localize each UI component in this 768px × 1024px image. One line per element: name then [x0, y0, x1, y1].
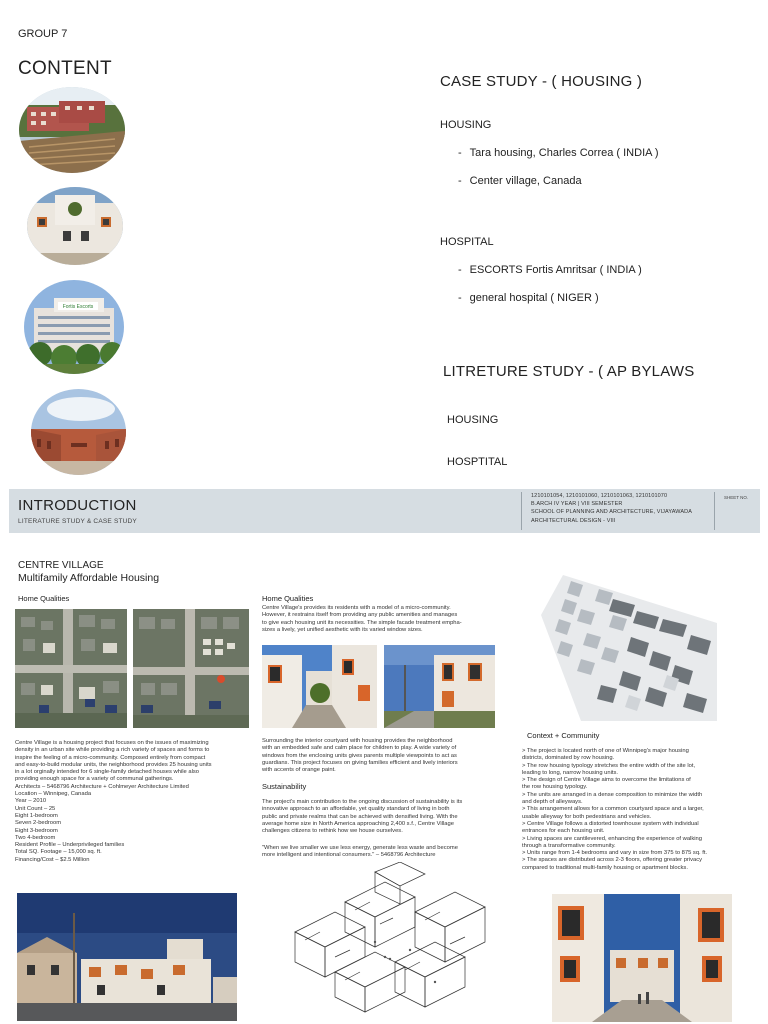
text-line: Eight 1-bedroom	[15, 812, 58, 819]
text-line: windows from the enclosing units gives parents multiple viewpoints to act as	[262, 752, 457, 759]
text-line: and easy-to-build modular units, the neighborhood provides 25 housing units	[15, 761, 212, 768]
courtyard-photo-2	[384, 645, 495, 728]
courtyard-text	[262, 738, 458, 774]
introduction-subtitle: LITERATURE STUDY & CASE STUDY	[18, 518, 137, 525]
architect-quote	[262, 845, 458, 860]
text-line: with an embedded safe and calm place for children to play. A wide variety of	[262, 745, 457, 752]
fortis-hospital-photo	[24, 280, 124, 374]
text-line: challenges citizens to rethink how we house ourselves.	[262, 828, 403, 835]
group-label: GROUP 7	[18, 28, 68, 40]
hospital-item	[458, 264, 642, 276]
centre-village-thumb	[27, 187, 123, 265]
sustainability-text	[262, 799, 462, 835]
centre-village-title: CENTRE VILLAGE	[18, 560, 104, 571]
context-line: districts, dominated by row housing.	[522, 755, 615, 762]
bullet-dash: -	[458, 175, 462, 187]
text-line: Year – 2010	[15, 798, 47, 805]
text-line: However, it restrains itself from providing any public amenities and manages	[262, 612, 458, 619]
text-line: Location – Winnipeg, Canada	[15, 791, 92, 798]
fortis-sign-text: Fortis Escorts	[62, 304, 94, 310]
context-line: leading to long, narrow housing units.	[522, 769, 619, 776]
context-line: the row housing typology.	[522, 784, 588, 791]
text-line: with accents of orange paint.	[262, 767, 336, 774]
info-year: B.ARCH IV YEAR | VIII SEMESTER	[531, 501, 623, 508]
text-line: Financing/Cost – $2.5 Million	[15, 856, 90, 863]
alleyway-photo	[552, 894, 732, 1022]
lit-item-housing: HOUSING	[447, 414, 499, 426]
context-line: > The project is located north of one of Winnipeg's major housing	[522, 748, 689, 754]
text-line: in a lot orginally intended for 6 single-family detached houses while also	[15, 769, 199, 776]
litreture-study-title: LITRETURE STUDY - ( AP BYLAWS	[443, 363, 695, 380]
context-line: compared to traditional multi-family housing or apartment blocks.	[522, 864, 688, 871]
context-line: > Centre Village follows a distorted townhouse system with individual	[522, 820, 699, 827]
context-line: and depth of alleyways.	[522, 799, 583, 806]
text-line: Total SQ. Footage – 15,000 sq. ft.	[15, 849, 102, 856]
hospital-item	[458, 292, 599, 304]
text-line: inspire the feeling of a micro-community. Composed entirely from compact	[15, 754, 206, 761]
context-line: > The design of Centre Village aims to overcome the limitations of	[522, 777, 691, 784]
case-study-title: CASE STUDY - ( HOUSING )	[440, 73, 643, 90]
context-line: > The spaces are distributed across 2-3 floors, offering greater privacy	[522, 857, 703, 864]
introduction-title: INTRODUCTION	[18, 497, 137, 514]
centre-village-subtitle: Multifamily Affordable Housing	[18, 572, 160, 584]
context-line: entrances for each housing unit.	[522, 828, 605, 835]
bullet-dash: -	[458, 147, 462, 159]
context-line: > The units are arranged in a dense composition to minimize the width	[522, 791, 703, 798]
sheet-info-block	[521, 492, 692, 530]
text-line: density in an urban site while providing a rich variety of spaces and forms to	[15, 747, 210, 754]
home-qualities-text	[262, 605, 462, 634]
hospital-heading: HOSPITAL	[440, 236, 494, 248]
hospital-item-text: ESCORTS Fortis Amritsar ( INDIA )	[469, 264, 642, 276]
info-roll-numbers: 1210101054, 1210101060, 1210101063, 1210101070	[531, 493, 668, 499]
text-line: Seven 2-bedroom	[15, 820, 62, 827]
text-line: to give each housing unit its necessities. The simple facade treatment empha-	[262, 619, 462, 626]
lit-item-hospital: HOSPTITAL	[447, 456, 508, 468]
text-line: average home size in North America approaching 2,400 s.f., Centre Village	[262, 820, 454, 827]
housing-item	[458, 175, 582, 187]
text-line: guardians. This project focuses on giving families efficient and lively interiors	[262, 759, 458, 766]
context-community-heading: Context + Community	[527, 731, 600, 740]
site-plan-map	[541, 575, 717, 721]
context-line: through a transformative community.	[522, 842, 616, 849]
text-line: Unit Count – 25	[15, 805, 56, 812]
context-line: > This arrangement allows for a common courtyard space and a larger,	[522, 806, 704, 813]
info-course: ARCHITECTURAL DESIGN - VIII	[531, 517, 616, 524]
text-line: Architects – 5468796 Architecture + Cohlmeyer Architecture Limited	[15, 783, 189, 790]
text-line: "When we live smaller we use less energy, generate less waste and become	[262, 845, 458, 851]
home-qualities-heading-left: Home Qualities	[18, 594, 70, 603]
bullet-dash: -	[458, 292, 462, 304]
text-line: providing enough space for a variety of communal gatherings.	[15, 776, 174, 783]
home-qualities-heading-right: Home Qualities	[262, 594, 314, 603]
text-line: Surrounding the interior courtyard with housing provides the neighborhood	[262, 738, 453, 744]
context-list	[522, 748, 707, 872]
content-title: CONTENT	[18, 58, 112, 79]
text-line: public and private realms that can be achieved with densified living. With the	[262, 813, 458, 820]
general-hospital-photo	[31, 389, 126, 475]
aerial-photo-before	[15, 609, 127, 728]
aerial-photo-after	[133, 609, 249, 728]
text-line: Two 4-bedroom	[15, 834, 56, 841]
context-line: usable alleyway for both pedestrians and vehicles.	[522, 813, 652, 820]
axonometric-sketch	[275, 862, 505, 1022]
bullet-dash: -	[458, 264, 462, 276]
courtyard-photo-1	[262, 645, 377, 728]
housing-heading: HOUSING	[440, 119, 492, 131]
housing-item-text: Center village, Canada	[469, 175, 582, 187]
context-line: > Units range from 1-4 bedrooms and vary in size from 375 to 875 sq. ft.	[522, 850, 708, 857]
info-school: SCHOOL OF PLANNING AND ARCHITECTURE, VIJAYAWADA	[531, 509, 692, 516]
text-line: innovative approach to an affordable, yet quality standard of living in both	[262, 806, 450, 813]
text-line: The project's main contribution to the ongoing discussion of sustainability is its	[262, 799, 463, 805]
title-band	[9, 489, 760, 533]
sheet-number-box	[714, 492, 760, 530]
sustainability-heading: Sustainability	[262, 782, 307, 791]
street-view-photo	[17, 893, 237, 1021]
text-line: Resident Profile – Underprivileged families	[15, 842, 125, 849]
text-line: sizes a lively, yet unified aesthetic with its varied window sizes.	[262, 626, 423, 633]
housing-item	[458, 147, 659, 159]
hospital-item-text: general hospital ( NIGER )	[469, 292, 599, 304]
project-intro-text	[15, 740, 212, 864]
sheet-number-label: SHEET NO.	[724, 495, 749, 500]
text-line: Centre Village's provides its residents with a model of a micro-community.	[262, 605, 451, 611]
text-line: Centre Village is a housing project that focuses on the issues of maximizing	[15, 740, 209, 746]
tara-housing-photo	[19, 87, 125, 173]
context-line: > The row housing typology stretches the entire width of the site lot,	[522, 762, 696, 769]
housing-item-text: Tara housing, Charles Correa ( INDIA )	[469, 147, 659, 159]
text-line: more intelligent and intentional consumers." – 5468796 Architecture	[262, 852, 436, 859]
context-line: > Living spaces are cantilevered, enhancing the experience of walking	[522, 835, 702, 842]
text-line: Eight 3-bedroom	[15, 827, 58, 834]
